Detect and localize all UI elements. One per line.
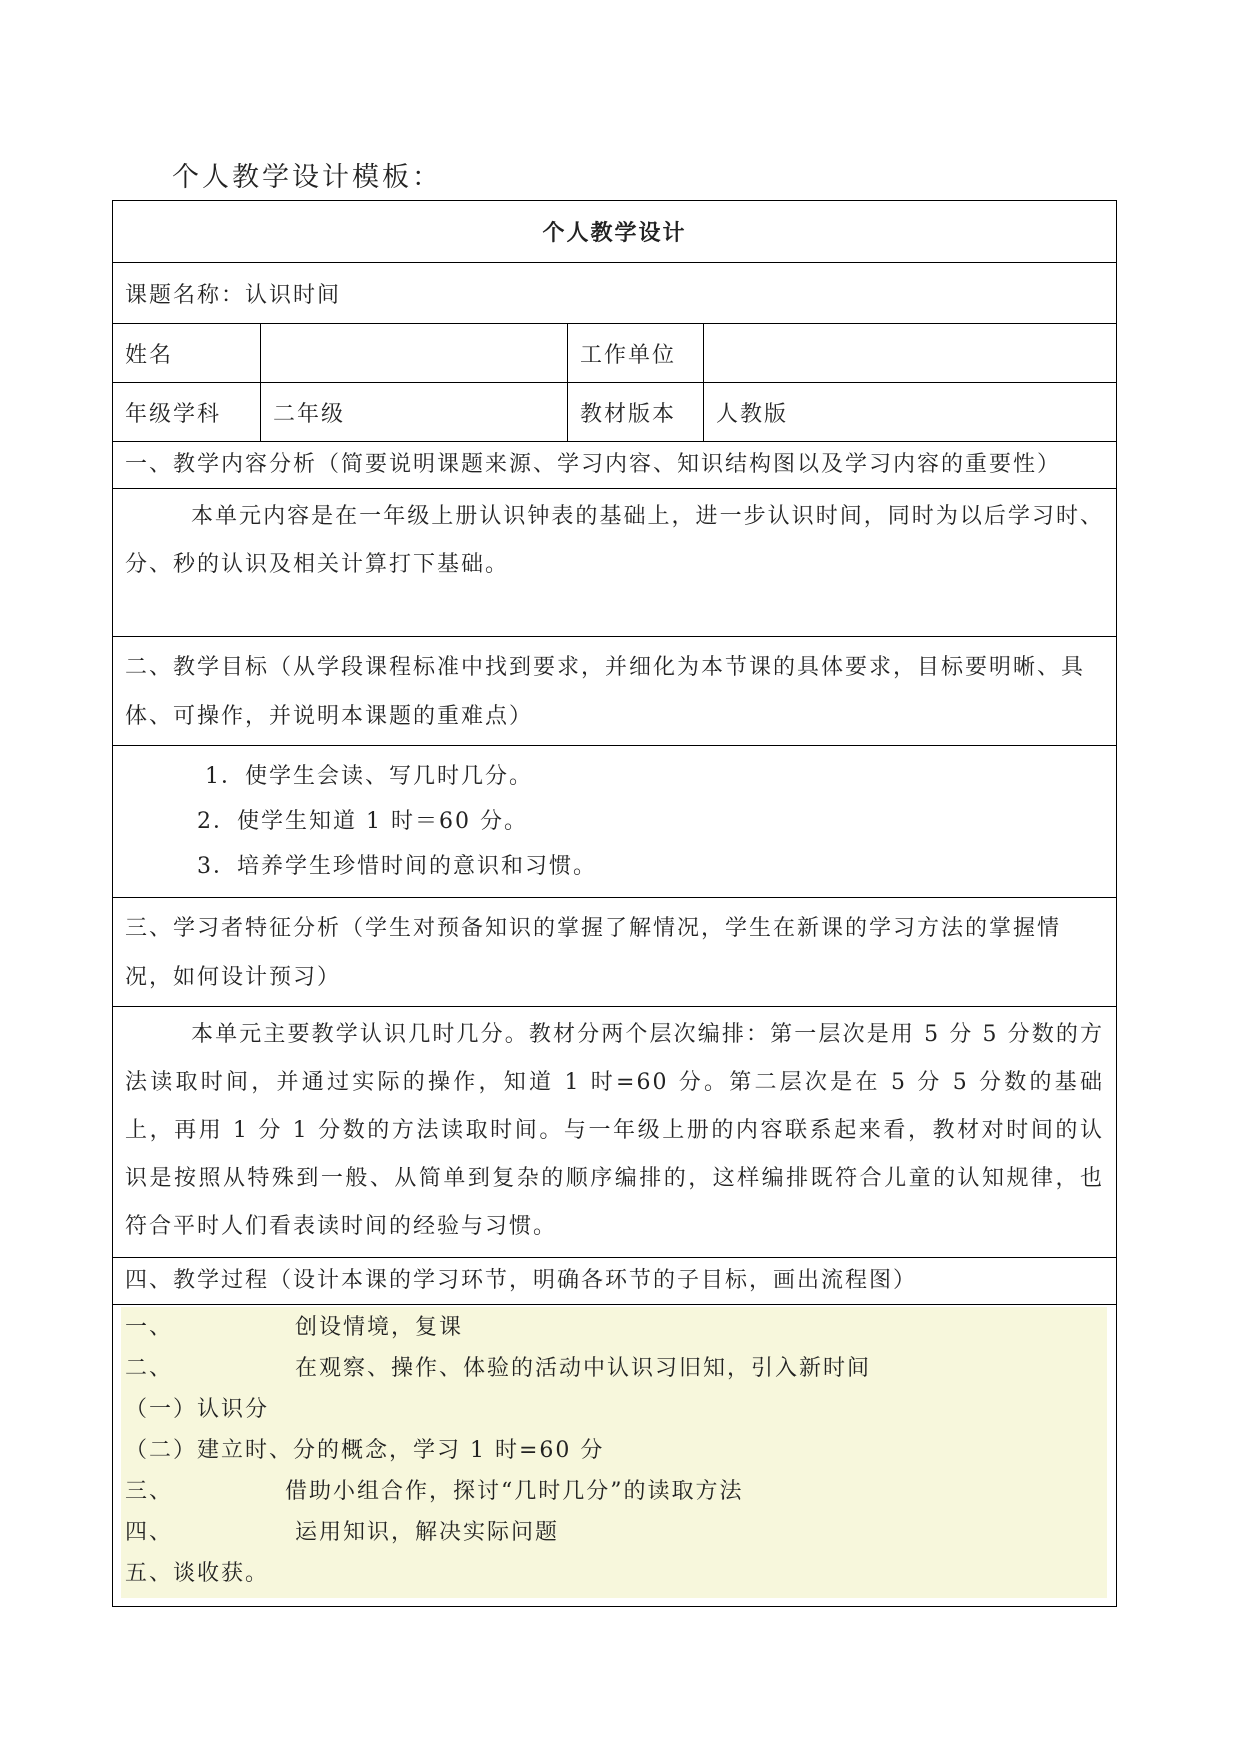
- step-text: 借助小组合作，探讨“几时几分”的读取方法: [285, 1479, 744, 1504]
- goal-item: 1．使学生会读、写几时几分。: [205, 764, 533, 789]
- topic-text: 课题名称：认识时间: [125, 282, 342, 308]
- section4-heading: 四、教学过程（设计本课的学习环节，明确各环节的子目标，画出流程图）: [113, 1257, 1116, 1304]
- section1-body: 本单元内容是在一年级上册认识钟表的基础上，进一步认识时间，同时为以后学习时、分、秒的认识及相关计算打下基础。: [113, 488, 1116, 636]
- process-step: [125, 1307, 1103, 1348]
- step-text: （二）建立时、分的概念，学习 1 时=60 分: [125, 1438, 605, 1463]
- name-label: 姓名: [125, 342, 174, 368]
- grade-value: 二年级: [260, 383, 567, 441]
- section2-heading: 二、教学目标（从学段课程标准中找到要求，并细化为本节课的具体要求，目标要明晰、具体、可操作，并说明本课题的重难点）: [113, 636, 1116, 745]
- name-value: [260, 324, 567, 382]
- section1-heading: 一、教学内容分析（简要说明课题来源、学习内容、知识结构图以及学习内容的重要性）: [113, 441, 1116, 488]
- unit-value: [703, 324, 1116, 382]
- section3-body: 本单元主要教学认识几时几分。教材分两个层次编排：第一层次是用 5 分 5 分数的方法读取时间，并通过实际的操作，知道 1 时=60 分。第二层次是在 5 分 5 分数的基础上，再用 1 分 1 分数的方法读取时间。与一年级上册的内容联系起来看，教材对时间的认识是按照从特殊到一般、从简单到复杂的顺序编排的，这样编排既符合儿童的认知规律，也符合平时人们看表读时间的经验与习惯。: [113, 1006, 1116, 1257]
- process-steps: [121, 1307, 1107, 1598]
- section2-goals: [113, 745, 1116, 897]
- step-text: 在观察、操作、体验的活动中认识习旧知，引入新时间: [295, 1356, 872, 1381]
- process-step: [125, 1471, 1103, 1512]
- section4-body: [113, 1304, 1116, 1598]
- edition-value: 人教版: [703, 383, 1116, 441]
- step-number: 四、: [125, 1520, 174, 1545]
- table-title: 个人教学设计: [542, 220, 687, 246]
- step-number: 三、: [125, 1479, 174, 1504]
- lesson-design-table: [112, 200, 1117, 1607]
- section3-heading: 三、学习者特征分析（学生对预备知识的掌握了解情况，学生在新课的学习方法的掌握情况，如何设计预习）: [113, 897, 1116, 1006]
- step-text: 五、谈收获。: [125, 1561, 270, 1586]
- process-step: [125, 1389, 1103, 1430]
- step-number: 一、: [125, 1315, 174, 1340]
- grade-label: 年级学科: [125, 401, 222, 427]
- unit-label: 工作单位: [567, 324, 703, 382]
- process-step: [125, 1348, 1103, 1389]
- info-row-name: [113, 323, 1116, 382]
- goal-item: 3．培养学生珍惜时间的意识和习惯。: [197, 854, 597, 879]
- edition-label: 教材版本: [567, 383, 703, 441]
- step-text: 运用知识，解决实际问题: [295, 1520, 560, 1545]
- step-text: （一）认识分: [125, 1397, 270, 1422]
- process-step: [125, 1512, 1103, 1553]
- process-step: [125, 1430, 1103, 1471]
- process-step: [125, 1553, 1103, 1594]
- page-heading: 个人教学设计模板：: [172, 162, 442, 193]
- step-text: 创设情境，复课: [295, 1315, 464, 1340]
- topic-row: [113, 262, 1116, 323]
- step-number: 二、: [125, 1356, 174, 1381]
- info-row-grade: [113, 382, 1116, 441]
- goal-item: 2．使学生知道 1 时＝60 分。: [197, 809, 528, 834]
